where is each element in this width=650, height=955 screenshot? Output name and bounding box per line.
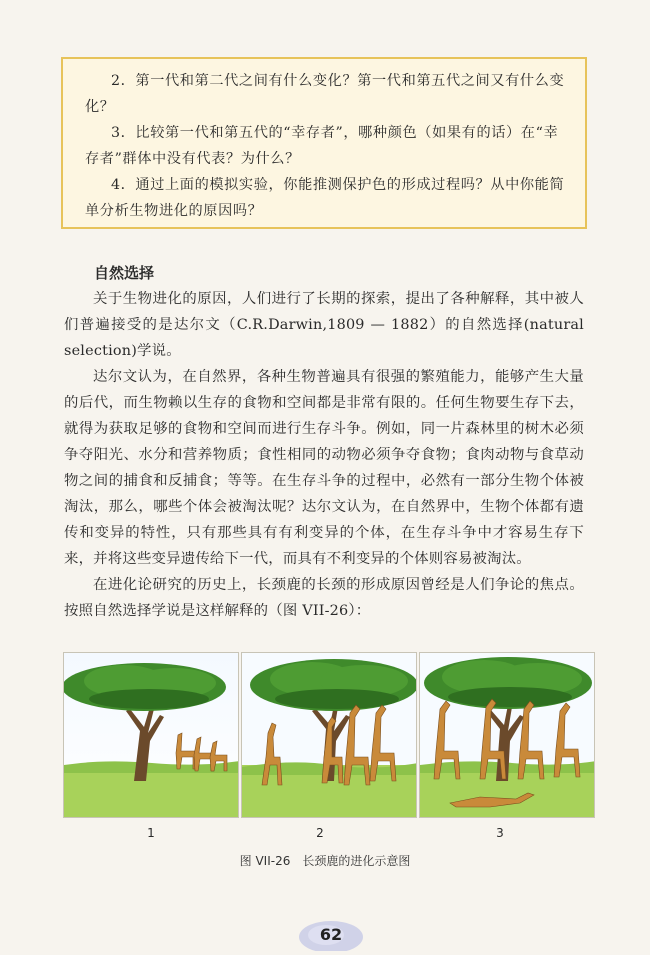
paragraph-2: 达尔文认为，在自然界，各种生物普遍具有很强的繁殖能力，能够产生大量的后代，而生物赖以生存的食物和空间都是非常有限的。任何生物要生存下去，就得为获取足够的食物和空间而进行生存斗争。例如，同一片森林里的树木必须争夺阳光、水分和营养物质；食性相同的动物必须争夺食物；食肉动物与食草动物之间的捕食和反捕食；等等。在生存斗争的过程中，必然有一部分生物个体被淘汰，那么，哪些个体会被淘汰呢？达尔文认为，在自然界中，生物个体都有遗传和变异的特性，只有那些具有有利变异的个体，在生存斗争中才容易生存下来，并将这些变异遗传给下一代，而具有不利变异的个体则容易被淘汰。	[64, 369, 584, 567]
figure-panel-3	[419, 652, 595, 818]
question-3: 3．比较第一代和第五代的“幸存者”，哪种颜色（如果有的话）在“幸存者”群体中没有代表？为什么？	[85, 125, 559, 167]
giraffe-illustration-3	[420, 653, 595, 818]
giraffe-illustration-1	[64, 653, 239, 818]
figure-caption: 图 VII-26 长颈鹿的进化示意图	[239, 854, 411, 868]
panel-label-1: 1	[147, 826, 155, 840]
body-text	[64, 286, 584, 624]
figure-panel-2	[241, 652, 417, 818]
question-2: 2．第一代和第二代之间有什么变化？第一代和第五代之间又有什么变化？	[85, 73, 565, 115]
panel-label-2: 2	[316, 826, 324, 840]
question-4: 4．通过上面的模拟实验，你能推测保护色的形成过程吗？从中你能简单分析生物进化的原因吗？	[85, 177, 565, 219]
page-number: 62	[319, 925, 343, 944]
giraffe-illustration-2	[242, 653, 417, 818]
paragraph-3: 在进化论研究的历史上，长颈鹿的长颈的形成原因曾经是人们争论的焦点。按照自然选择学说是这样解释的（图 VII-26）：	[64, 577, 584, 619]
question-box	[61, 57, 587, 229]
section-title: 自然选择	[94, 264, 155, 282]
paragraph-1: 关于生物进化的原因，人们进行了长期的探索，提出了各种解释，其中被人们普遍接受的是达尔文（C.R.Darwin,1809 — 1882）的自然选择(natural selection)学说。	[64, 291, 584, 359]
page-number-area	[296, 917, 366, 951]
panel-label-3: 3	[496, 826, 504, 840]
figure-panel-1	[63, 652, 239, 818]
